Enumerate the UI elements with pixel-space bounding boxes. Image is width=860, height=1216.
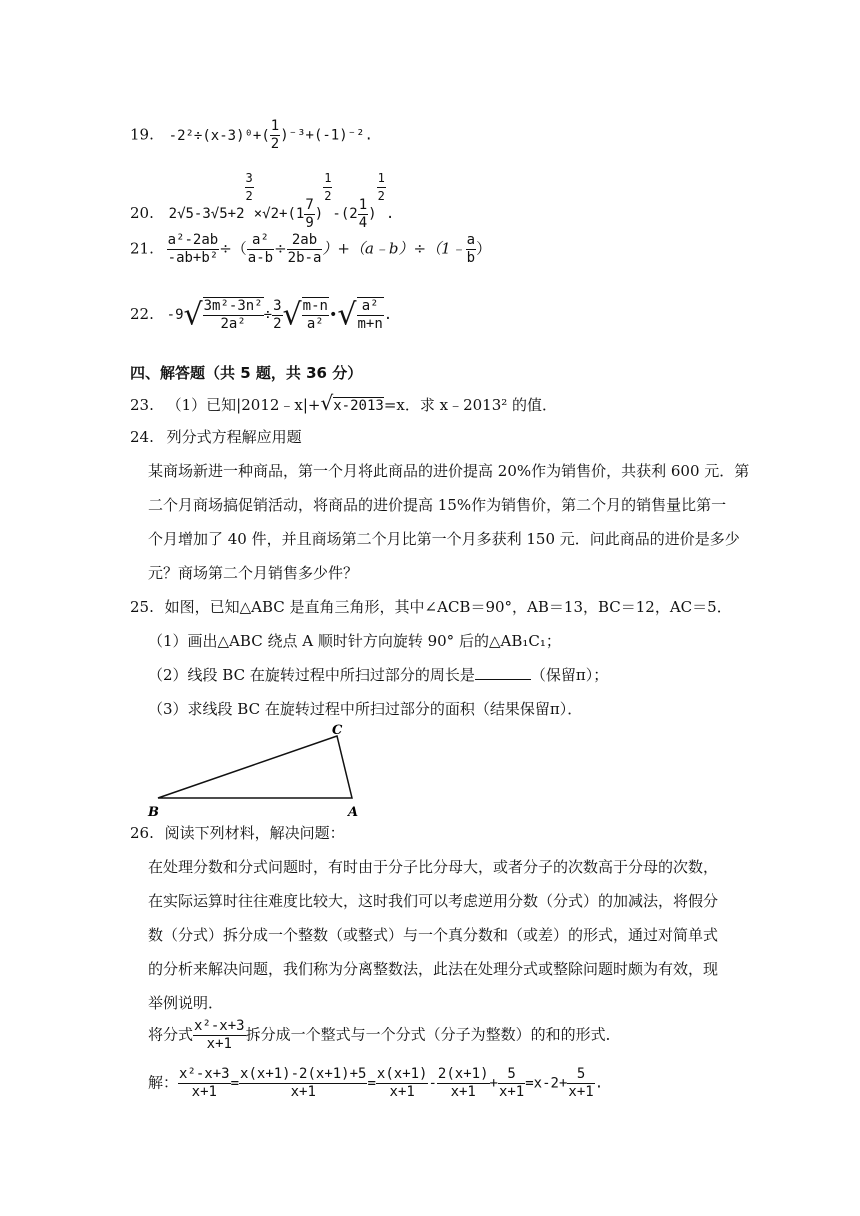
problem-title: 阅读下列材料，解决问题： xyxy=(164,824,345,842)
numerator: a² xyxy=(357,298,384,316)
operator: ÷ xyxy=(274,239,287,258)
vertex-label-a: A xyxy=(348,805,359,820)
problem-statement: 如图，已知△ABC 是直角三角形，其中∠ACB＝90°，AB＝13，BC＝12，AC＝5． xyxy=(164,598,732,616)
numerator: 1 xyxy=(323,170,332,188)
denominator: 2 xyxy=(377,189,385,203)
expression-end: . xyxy=(385,206,395,222)
problem-title: 列分式方程解应用题 xyxy=(166,428,302,446)
problem-25-intro xyxy=(130,600,732,615)
solution-label: 解： xyxy=(148,1073,179,1092)
mixed-fraction-7-9 xyxy=(304,197,314,232)
statement-a: （1）已知|2012﹣x|+ xyxy=(166,396,321,414)
problem-25-q2 xyxy=(148,668,608,683)
problem-24-line: 某商场新进一种商品，第一个月将此商品的进价提高 20%作为销售价，共获利 600 元．第 xyxy=(148,462,750,480)
problem-26-title xyxy=(130,826,345,841)
triangle-figure xyxy=(140,720,380,820)
multiply-dot: • xyxy=(328,307,338,323)
operator: ÷ xyxy=(263,307,273,323)
numerator: 3 xyxy=(245,170,254,188)
fraction-d xyxy=(466,232,476,267)
problem-19 xyxy=(130,118,373,153)
numerator: x(x+1)-2(x+1)+5 xyxy=(240,1066,367,1082)
solution-fraction-1 xyxy=(178,1066,231,1101)
fraction-b xyxy=(247,232,274,267)
denominator: x+1 xyxy=(290,1084,316,1100)
denominator: x+1 xyxy=(498,1084,525,1100)
denominator: x+1 xyxy=(568,1084,594,1100)
plus: + xyxy=(489,1075,498,1092)
numerator: 1 xyxy=(358,196,368,213)
denominator: b xyxy=(466,250,476,266)
expression-end: . xyxy=(383,307,393,323)
problem-number: 20. xyxy=(130,204,154,222)
expression-rest: ）+（a﹣b）÷（1﹣ xyxy=(322,239,466,258)
split-text-b: 拆分成一个整式与一个分式（分子为整数）的和的形式． xyxy=(245,1025,621,1044)
sqrt-icon: √ xyxy=(337,297,357,333)
problem-number: 24. xyxy=(130,428,154,446)
problem-number: 22. xyxy=(130,305,154,323)
numerator: 1 xyxy=(377,170,386,188)
vertex-label-b: B xyxy=(148,805,159,820)
problem-23 xyxy=(130,391,558,415)
mixed-fraction-1-4 xyxy=(358,197,368,232)
solution-fraction-3 xyxy=(376,1066,429,1101)
numerator: 2(x+1) xyxy=(437,1066,489,1082)
sqrt-icon: √ xyxy=(282,297,302,333)
denominator: m+n xyxy=(357,316,383,332)
expression-part-b: ×√2+(1 xyxy=(253,206,305,222)
radicand-fraction-1 xyxy=(203,297,264,333)
problem-number: 23. xyxy=(130,396,154,414)
denominator: 4 xyxy=(358,214,368,231)
denominator: 2 xyxy=(273,315,282,332)
denominator: 2 xyxy=(324,189,332,203)
denominator: 2a² xyxy=(220,316,246,332)
problem-26-line: 在处理分数和分式问题时，有时由于分子比分母大，或者分子的次数高于分母的次数， xyxy=(148,858,719,876)
numerator: a² xyxy=(247,232,274,250)
radicand: x-2013 xyxy=(333,398,384,414)
coefficient-fraction xyxy=(272,298,282,333)
lead-coefficient: -9 xyxy=(166,307,184,323)
solution-fraction-5 xyxy=(498,1066,525,1101)
denominator: x+1 xyxy=(389,1084,415,1100)
triangle-abc xyxy=(158,736,352,798)
equals: = xyxy=(230,1075,240,1092)
problem-26-line: 数（分式）拆分成一个整数（或整式）与一个真分数和（或差）的形式，通过对简单式 xyxy=(148,926,719,944)
solution-fraction-6 xyxy=(567,1066,594,1101)
answer-blank xyxy=(475,679,531,680)
minus: - xyxy=(428,1075,437,1092)
numerator: a²-2ab xyxy=(167,232,219,248)
numerator: x²-x+3 xyxy=(194,1018,245,1034)
expression-part-d: -(2 xyxy=(332,206,358,222)
denominator: x+1 xyxy=(450,1084,476,1100)
radicand-fraction-3 xyxy=(357,297,384,333)
question-suffix: （保留π）； xyxy=(530,666,609,684)
denominator: x+1 xyxy=(206,1036,232,1052)
question-text: （2）线段 BC 在旋转过程中所扫过部分的周长是 xyxy=(148,666,475,684)
result-prefix: =x-2+ xyxy=(525,1075,568,1092)
problem-24-line: 二个月商场搞促销活动，将商品的进价提高 15%作为销售价，第二个月的销售量比第一 xyxy=(148,496,727,514)
expression-part-e: ) xyxy=(368,206,377,222)
numerator: a xyxy=(466,232,476,248)
expression-part-a: 2√5-3√5+2 xyxy=(168,206,245,222)
problem-26-line: 的分析来解决问题，我们称为分离整数法，此法在处理分式或整除问题时颇为有效，现 xyxy=(148,960,719,978)
problem-number: 26. xyxy=(130,824,154,842)
operator: ÷（ xyxy=(219,239,247,258)
fraction-c xyxy=(287,232,323,267)
sqrt-icon: √ xyxy=(320,391,334,415)
split-text-a: 将分式 xyxy=(148,1025,194,1044)
solution-fraction-4 xyxy=(437,1066,490,1101)
numerator: 2ab xyxy=(287,232,323,250)
statement-b: =x．求 x﹣2013² 的值． xyxy=(383,396,558,414)
problem-25-q1: （1）画出△ABC 绕点 A 顺时针方向旋转 90° 后的△AB₁C₁； xyxy=(148,632,561,650)
numerator: 5 xyxy=(567,1066,594,1084)
expression-tail: )⁻³+(-1)⁻². xyxy=(280,127,373,144)
problem-number: 19. xyxy=(130,125,154,144)
vertex-label-c: C xyxy=(332,723,343,738)
expression-end: ） xyxy=(476,239,492,258)
expression-part-c: ) xyxy=(314,206,324,222)
denominator: 9 xyxy=(305,214,314,231)
problem-21 xyxy=(130,232,491,267)
fraction-a xyxy=(167,232,220,267)
problem-number: 21. xyxy=(130,239,154,258)
exponent-fraction xyxy=(377,170,386,205)
problem-22 xyxy=(130,297,392,333)
exponent-fraction xyxy=(323,170,332,205)
numerator: 3m²-3n² xyxy=(203,298,263,314)
denominator: -ab+b² xyxy=(167,250,219,266)
section-heading: 四、解答题（共 5 题，共 36 分） xyxy=(130,364,363,382)
numerator: 3 xyxy=(273,297,282,314)
denominator: a² xyxy=(306,316,324,332)
sqrt-icon: √ xyxy=(183,297,203,333)
denominator: 2 xyxy=(245,189,253,203)
problem-26-split-line xyxy=(148,1018,621,1053)
radicand-fraction-2 xyxy=(302,297,329,333)
numerator: 7 xyxy=(305,196,314,213)
problem-number: 25. xyxy=(130,598,154,616)
numerator: x(x+1) xyxy=(376,1066,428,1082)
expression: -2²÷(x-3)⁰+( xyxy=(168,127,270,144)
denominator: x+1 xyxy=(191,1084,217,1100)
problem-25-q3: （3）求线段 BC 在旋转过程中所扫过部分的面积（结果保留π）． xyxy=(148,700,583,718)
problem-24-line: 个月增加了 40 件，并且商场第二个月比第一个月多获利 150 元．问此商品的进价是多少 xyxy=(148,530,740,548)
problem-24-line: 元？商场第二个月销售多少件？ xyxy=(148,564,359,582)
denominator: 2 xyxy=(270,136,280,152)
split-fraction xyxy=(193,1018,246,1053)
solution-fraction-2 xyxy=(239,1066,367,1101)
problem-26-line: 在实际运算时往往难度比较大，这时我们可以考虑逆用分数（分式）的加减法，将假分 xyxy=(148,892,719,910)
denominator: a-b xyxy=(247,250,274,266)
fraction-half xyxy=(270,118,280,153)
problem-26-line: 举例说明． xyxy=(148,994,224,1012)
numerator: 1 xyxy=(270,118,280,134)
numerator: m-n xyxy=(302,298,328,314)
numerator: 5 xyxy=(498,1066,525,1084)
problem-20 xyxy=(130,170,394,232)
expression-end: . xyxy=(594,1075,604,1092)
equals: = xyxy=(367,1075,376,1092)
denominator: 2b-a xyxy=(287,250,322,266)
exponent-fraction xyxy=(245,170,254,205)
problem-26-solution xyxy=(148,1066,603,1101)
problem-24-title xyxy=(130,430,302,445)
numerator: x²-x+3 xyxy=(179,1066,230,1082)
